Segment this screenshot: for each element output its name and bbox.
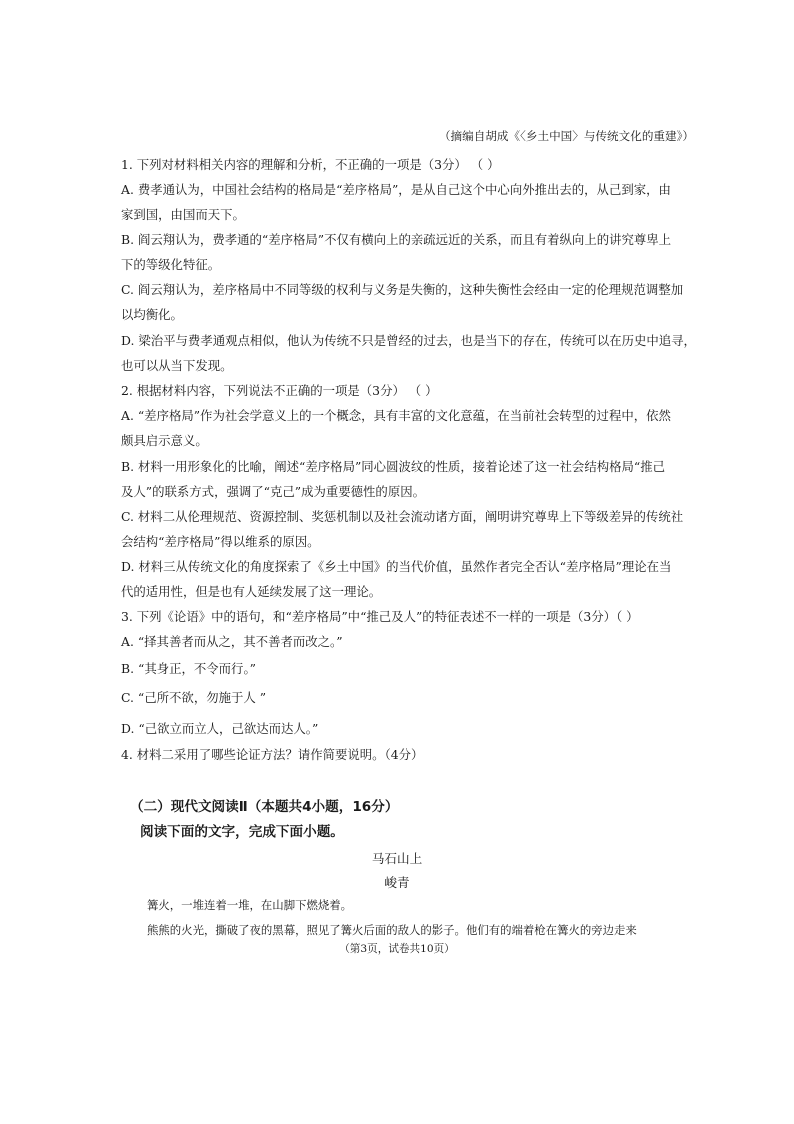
page-footer: （第3页，试卷共10页） [339,943,455,955]
q3-option-b: B. “其身正，不令而行。” [121,661,256,676]
source-note: （摘编自胡成《〈乡土中国〉与传统文化的重建》） [438,129,694,143]
q1-option-d-line2: 也可以从当下发现。 [121,358,233,373]
q2-option-d-line1: D. 材料三从传统文化的角度探索了《乡土中国》的当代价值，虽然作者完全否认“差序格局”理论在当 [121,559,672,574]
q2-option-a-line2: 颇具启示意义。 [121,433,208,448]
q1-option-c-line2: 以均衡化。 [121,307,183,322]
q1-option-a-line1: A. 费孝通认为，中国社会结构的格局是“差序格局”，是从自己这个中心向外推出去的，从己到家，由 [121,182,671,197]
q3-option-c: C. “己所不欲，勿施于人 ” [121,690,267,705]
q1-option-b-line2: 下的等级化特征。 [121,257,221,272]
q1-option-b-line1: B. 阎云翔认为，费孝通的“差序格局”不仅有横向上的亲疏远近的关系，而且有着纵向上的讲究尊卑上 [121,232,672,247]
q2-option-c-line2: 会结构“差序格局”得以维系的原因。 [121,534,320,549]
q2-option-a-line1: A. “差序格局”作为社会学意义上的一个概念，具有丰富的文化意蕴，在当前社会转型的过程中，依然 [121,408,671,423]
article-paragraph-2: 熊熊的火光，撕破了夜的黑幕，照见了篝火后面的敌人的影子。他们有的端着枪在篝火的旁边走来 [147,923,637,937]
article-title: 马石山上 [371,851,423,866]
section-heading: （二）现代文阅读Ⅱ（本题共4小题，16分） [130,799,399,815]
q3-option-d: D. “己欲立而立人，己欲达而达人。” [121,721,319,736]
q2-option-b-line2: 及人”的联系方式，强调了“克己”成为重要德性的原因。 [121,484,425,499]
q2-option-d-line2: 代的适用性，但是也有人延续发展了这一理论。 [121,584,382,599]
q2-option-b-line1: B. 材料一用形象化的比喻，阐述“差序格局”同心圆波纹的性质，接着论述了这一社会结构格局“推己 [121,459,666,474]
q1-option-a-line2: 家到国，由国而天下。 [121,207,245,222]
article-author: 峻青 [384,875,410,890]
q4-stem: 4. 材料二采用了哪些论证方法？请作简要说明。（4分） [121,747,424,762]
q2-option-c-line1: C. 材料二从伦理规范、资源控制、奖惩机制以及社会流动诸方面，阐明讲究尊卑上下等级差异的传统社 [121,509,684,524]
q2-stem: 2. 根据材料内容，下列说法不正确的一项是（3分） （ ） [121,383,438,398]
q1-option-d-line1: D. 梁治平与费孝通观点相似，他认为传统不只是曾经的过去，也是当下的存在，传统可以在历史中追寻， [121,333,696,348]
q1-stem: 1. 下列对材料相关内容的理解和分析，不正确的一项是（3分） （ ） [121,157,500,172]
q3-option-a: A. “择其善者而从之，其不善者而改之。” [121,634,343,649]
article-paragraph-1: 篝火，一堆连着一堆，在山脚下燃烧着。 [147,898,353,912]
q3-stem: 3. 下列《论语》中的语句，和“差序格局”中“推己及人”的特征表述不一样的一项是（3分）（ ） [121,609,639,624]
reading-instruction: 阅读下面的文字，完成下面小题。 [140,824,344,840]
q1-option-c-line1: C. 阎云翔认为，差序格局中不同等级的权利与义务是失衡的，这种失衡性会经由一定的伦理规范调整加 [121,282,684,297]
